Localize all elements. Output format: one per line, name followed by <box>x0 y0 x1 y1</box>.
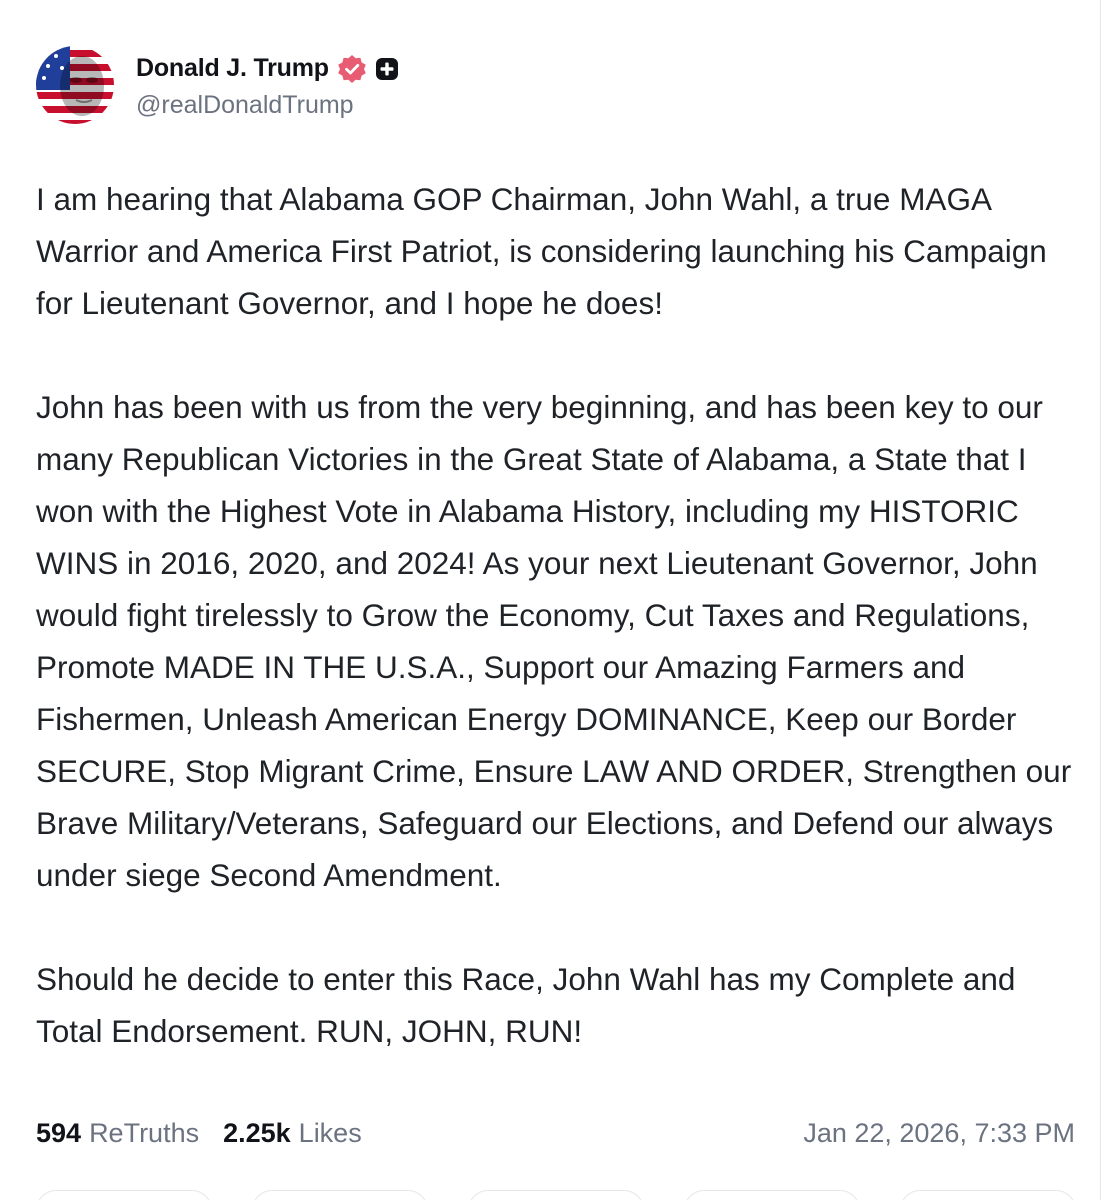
retruth-button[interactable] <box>252 1190 428 1200</box>
likes-label: Likes <box>298 1118 362 1148</box>
more-button[interactable] <box>900 1190 1076 1200</box>
author-display-name[interactable]: Donald J. Trump <box>136 54 329 82</box>
action-bar <box>36 1190 1076 1200</box>
retruths-count: 594 <box>36 1118 82 1148</box>
likes-stat[interactable] <box>223 1118 362 1149</box>
post-header <box>36 46 399 124</box>
post-paragraph: I am hearing that Alabama GOP Chairman, John Wahl, a true MAGA Warrior and America First Patriot, is considering launching his Campaign for Lieutenant Governor, and I hope he does! <box>36 181 1047 321</box>
author-handle[interactable]: @realDonaldTrump <box>136 90 354 119</box>
author-identity <box>136 51 399 120</box>
like-button[interactable] <box>468 1190 644 1200</box>
reply-button[interactable] <box>36 1190 212 1200</box>
plus-badge-icon <box>375 57 399 81</box>
share-button[interactable] <box>684 1190 860 1200</box>
post-paragraph: Should he decide to enter this Race, John Wahl has my Complete and Total Endorsement. RUN, JOHN, RUN! <box>36 961 1016 1049</box>
post-timestamp[interactable]: Jan 22, 2026, 7:33 PM <box>803 1118 1075 1148</box>
verified-badge-icon <box>337 54 367 84</box>
retruths-stat[interactable] <box>36 1118 199 1149</box>
avatar[interactable] <box>36 46 114 124</box>
retruths-label: ReTruths <box>89 1118 200 1148</box>
post-stats <box>36 1118 362 1149</box>
flag-face-avatar-icon <box>36 46 114 124</box>
likes-count: 2.25k <box>223 1118 291 1148</box>
name-row <box>136 51 399 87</box>
post-paragraph: John has been with us from the very beginning, and has been key to our many Republican Victories in the Great State of Alabama, a State that I won with the Highest Vote in Alabama History, including my HISTORIC WINS in 2016, 2020, and 2024! As your next Lieutenant Governor, John would fight tirelessly to Grow the Economy, Cut Taxes and Regulations, Promote MADE IN THE U.S.A., Support our Amazing Farmers and Fishermen, Unleash American Energy DOMINANCE, Keep our Border SECURE, Stop Migrant Crime, Ensure LAW AND ORDER, Strengthen our Brave Military/Veterans, Safeguard our Elections, and Defend our always under siege Second Amendment. <box>36 389 1072 893</box>
post-text <box>36 173 1081 1057</box>
